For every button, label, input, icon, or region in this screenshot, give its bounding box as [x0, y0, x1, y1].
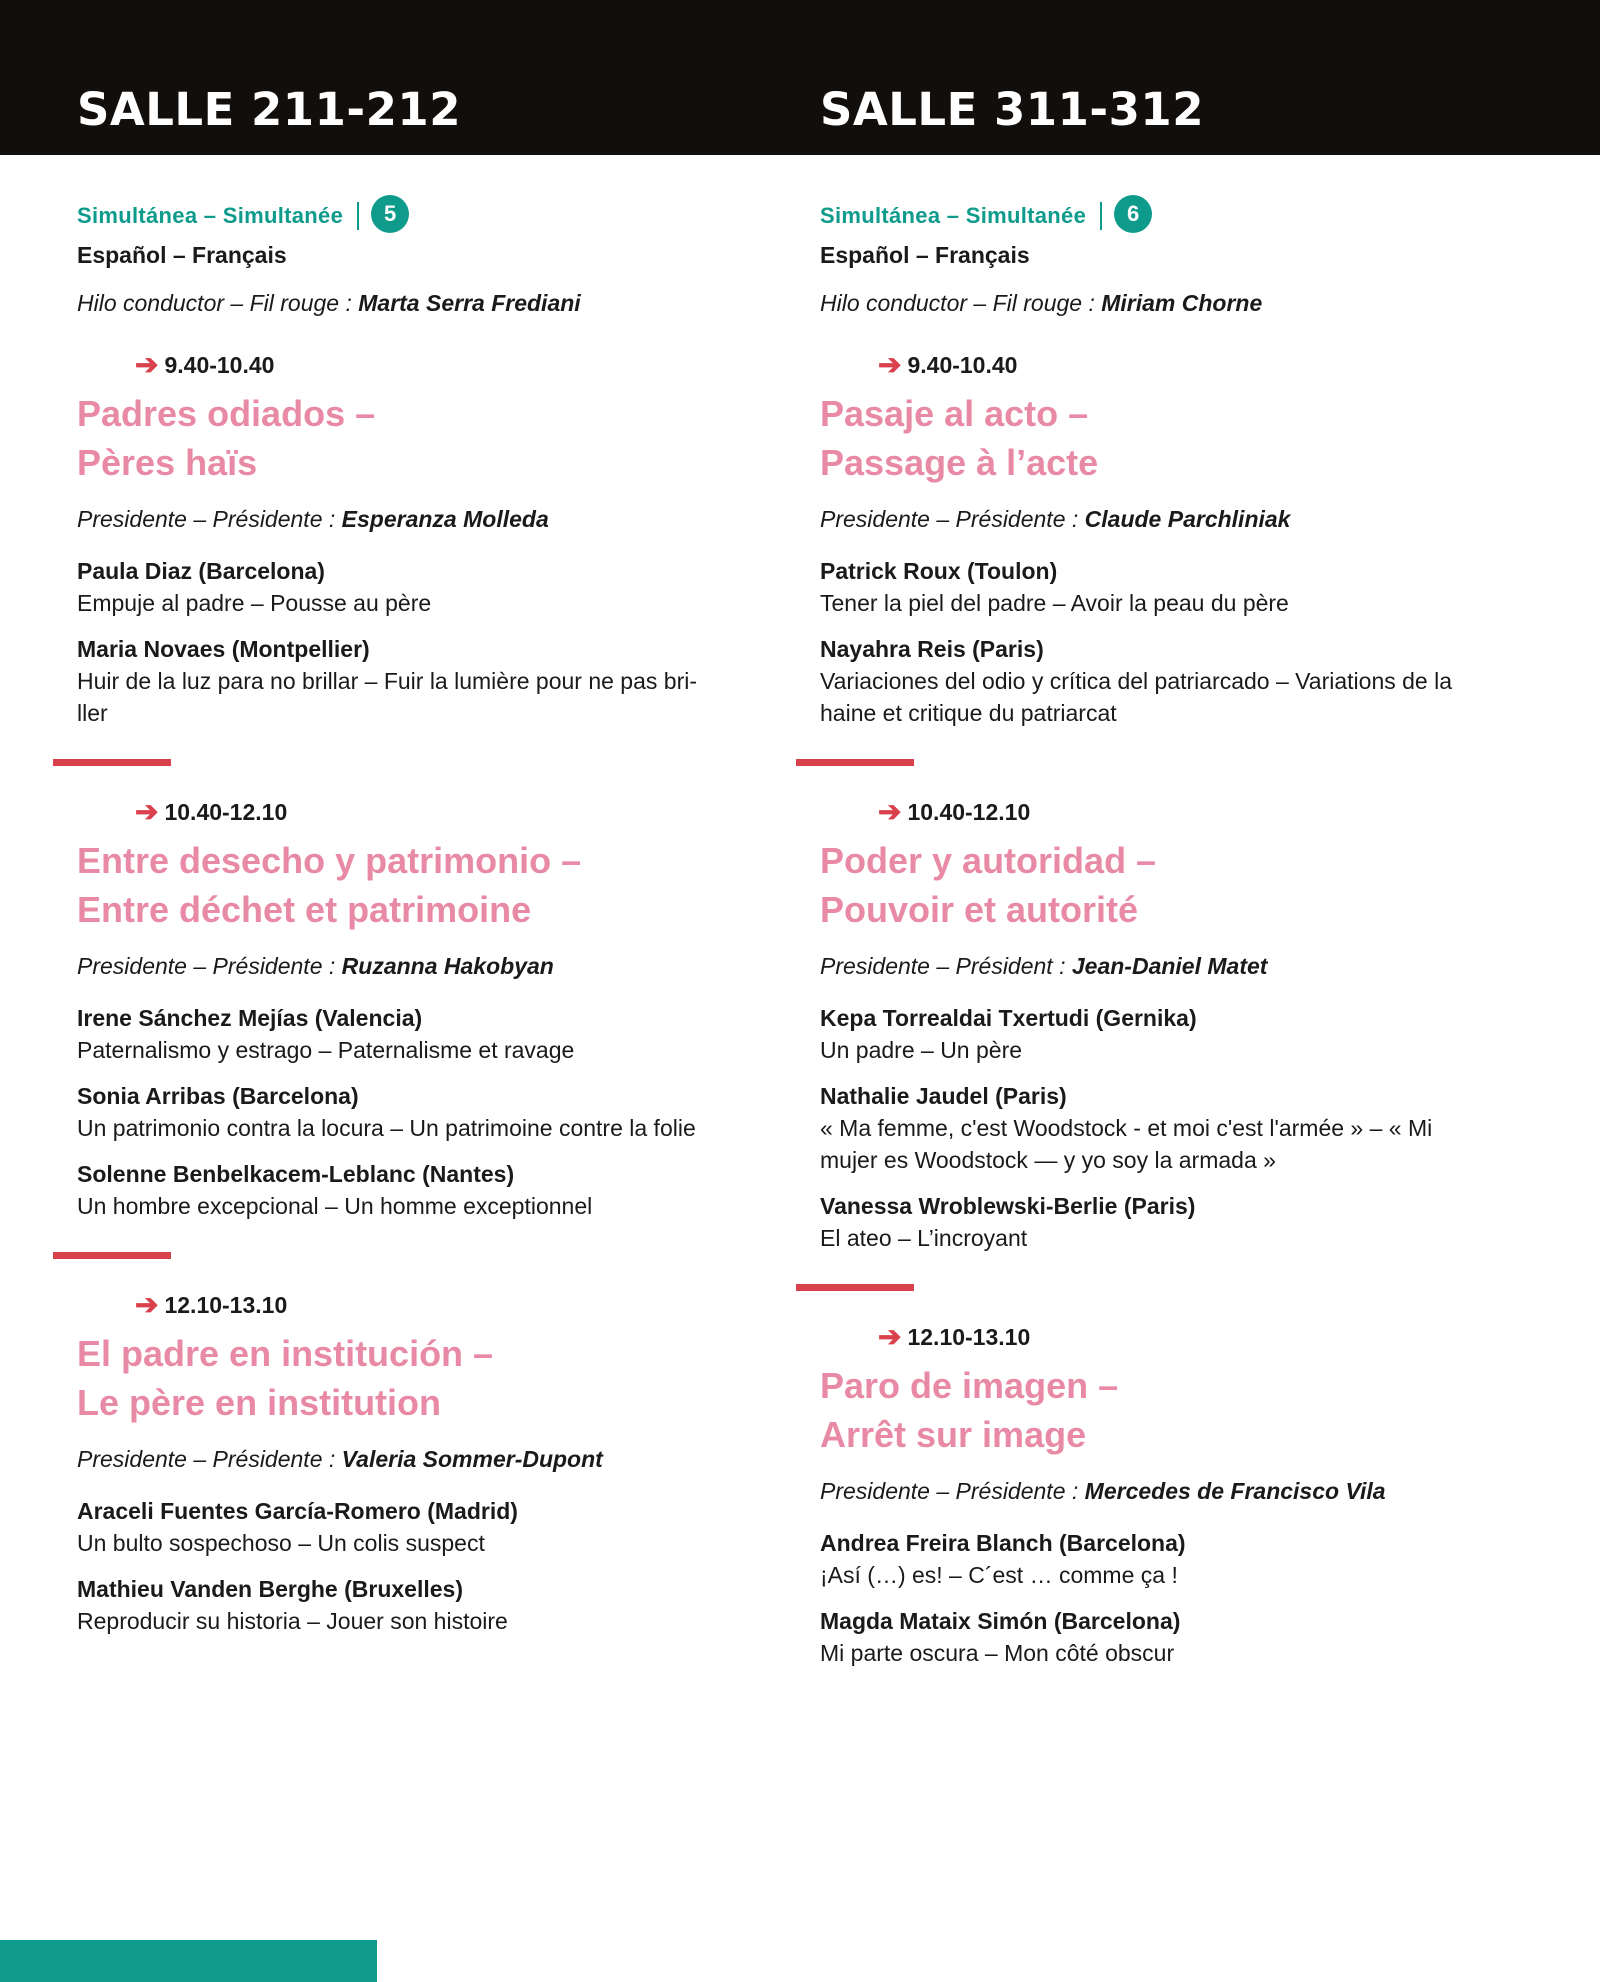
moderator-label: Hilo conductor – Fil rouge :: [77, 290, 359, 316]
session-time: [77, 349, 807, 381]
chair-name: Mercedes de Francisco Vila: [1084, 1478, 1386, 1504]
talk: [77, 633, 807, 729]
talk: [820, 1080, 1550, 1176]
moderator-label: Hilo conductor – Fil rouge :: [820, 290, 1102, 316]
arrow-right-icon: ➔: [878, 349, 902, 380]
speaker: Andrea Freira Blanch (Barcelona): [820, 1530, 1186, 1556]
session-title-es: Paro de imagen –: [820, 1365, 1119, 1406]
talk-title: Variaciones del odio y crítica del patriarcado – Variations de la haine et critique du patriarcat: [820, 668, 1452, 726]
room-title: SALLE 211-212: [77, 83, 462, 136]
session-title-fr: Pouvoir et autorité: [820, 889, 1139, 930]
time-range: 9.40-10.40: [164, 352, 275, 378]
chair-name: Valeria Sommer-Dupont: [341, 1446, 603, 1472]
talk: [820, 1002, 1550, 1066]
room-title: SALLE 311-312: [820, 83, 1205, 136]
arrow-right-icon: ➔: [135, 1289, 159, 1320]
session-title: [820, 1361, 1550, 1459]
session-title-fr: Entre déchet et patrimoine: [77, 889, 532, 930]
chair-name: Esperanza Molleda: [341, 506, 549, 532]
talk: [820, 633, 1550, 729]
session-title-es: El padre en institución –: [77, 1333, 494, 1374]
moderator-name: Marta Serra Frediani: [358, 290, 581, 316]
session-time: [77, 1289, 807, 1321]
speaker: Kepa Torrealdai Txertudi (Gernika): [820, 1005, 1197, 1031]
talk-title: Empuje al padre – Pousse au père: [77, 590, 432, 616]
interpretation-line: [820, 201, 1550, 231]
session-title: [77, 1329, 807, 1427]
talk-title: Reproducir su historia – Jouer son histoire: [77, 1608, 508, 1634]
talk: [77, 1080, 807, 1144]
separator: [1100, 202, 1102, 230]
speaker: Maria Novaes (Montpellier): [77, 636, 370, 662]
room-number-badge: 6: [1114, 195, 1152, 233]
room-number-badge: 5: [371, 195, 409, 233]
speaker: Solenne Benbelkacem-Leblanc (Nantes): [77, 1161, 515, 1187]
talk-title: El ateo – L’incroyant: [820, 1225, 1028, 1251]
session-title-fr: Le père en institution: [77, 1382, 442, 1423]
speaker: Mathieu Vanden Berghe (Bruxelles): [77, 1576, 463, 1602]
speaker: Nayahra Reis (Paris): [820, 636, 1044, 662]
session-title-es: Entre desecho y patrimonio –: [77, 840, 582, 881]
arrow-right-icon: ➔: [878, 1321, 902, 1352]
chair-line: [77, 1443, 807, 1475]
chair-line: [820, 1475, 1550, 1507]
talk: [820, 1605, 1550, 1669]
talk: [77, 555, 807, 619]
time-range: 10.40-12.10: [164, 799, 288, 825]
talk: [820, 1190, 1550, 1254]
talk-title: Tener la piel del padre – Avoir la peau du père: [820, 590, 1289, 616]
talk-title: Huir de la luz para no brillar – Fuir la lumière pour ne pas bri- ller: [77, 668, 698, 726]
talk-title: Un patrimonio contra la locura – Un patrimoine contre la folie: [77, 1115, 696, 1141]
chair-name: Claude Parchliniak: [1084, 506, 1291, 532]
session-time: [820, 349, 1550, 381]
time-range: 9.40-10.40: [907, 352, 1018, 378]
chair-name: Jean-Daniel Matet: [1071, 953, 1268, 979]
talk-title: « Ma femme, c'est Woodstock - et moi c'est l'armée » – « Mi mujer es Woodstock — y yo soy la armada »: [820, 1115, 1433, 1173]
chair-line: [77, 950, 807, 982]
chair-name: Ruzanna Hakobyan: [341, 953, 554, 979]
chair-line: [820, 503, 1550, 535]
moderator-line: [77, 287, 807, 319]
talk: [77, 1158, 807, 1222]
session-time: [820, 796, 1550, 828]
talk-title: Un padre – Un père: [820, 1037, 1023, 1063]
talk: [77, 1495, 807, 1559]
session: [77, 796, 807, 1259]
chair-label: Presidente – Présidente :: [77, 953, 342, 979]
chair-label: Presidente – Président :: [820, 953, 1072, 979]
session: [820, 1321, 1550, 1669]
arrow-right-icon: ➔: [135, 349, 159, 380]
session-title-fr: Passage à l’acte: [820, 442, 1099, 483]
session: [77, 1289, 807, 1637]
session-title-es: Pasaje al acto –: [820, 393, 1089, 434]
languages: Español – Français: [820, 242, 1030, 268]
chair-label: Presidente – Présidente :: [77, 1446, 342, 1472]
speaker: Araceli Fuentes García-Romero (Madrid): [77, 1498, 518, 1524]
chair-label: Presidente – Présidente :: [820, 1478, 1085, 1504]
session-title: [820, 836, 1550, 934]
speaker: Paula Diaz (Barcelona): [77, 558, 325, 584]
talk-title: Paternalismo y estrago – Paternalisme et ravage: [77, 1037, 575, 1063]
session-title-fr: Arrêt sur image: [820, 1414, 1087, 1455]
chair-label: Presidente – Présidente :: [77, 506, 342, 532]
arrow-right-icon: ➔: [878, 796, 902, 827]
interpretation-mode: Simultánea – Simultanée: [820, 203, 1087, 228]
session-time: [77, 796, 807, 828]
session-title: [77, 836, 807, 934]
talk-title: ¡Así (…) es! – C´est … comme ça !: [820, 1562, 1178, 1588]
speaker: Vanessa Wroblewski-Berlie (Paris): [820, 1193, 1196, 1219]
talk-title: Un bulto sospechoso – Un colis suspect: [77, 1530, 485, 1556]
moderator-line: [820, 287, 1550, 319]
talk: [77, 1573, 807, 1637]
talk-title: Un hombre excepcional – Un homme exceptionnel: [77, 1193, 593, 1219]
time-range: 12.10-13.10: [164, 1292, 288, 1318]
languages: Español – Français: [77, 242, 287, 268]
talk: [820, 555, 1550, 619]
speaker: Patrick Roux (Toulon): [820, 558, 1058, 584]
section-divider: [53, 1252, 171, 1259]
session-title-fr: Pères haïs: [77, 442, 258, 483]
talk-title: Mi parte oscura – Mon côté obscur: [820, 1640, 1175, 1666]
speaker: Nathalie Jaudel (Paris): [820, 1083, 1067, 1109]
time-range: 12.10-13.10: [907, 1324, 1031, 1350]
room-column: [820, 201, 1550, 1669]
section-divider: [53, 759, 171, 766]
session-title-es: Poder y autoridad –: [820, 840, 1157, 881]
session-title-es: Padres odiados –: [77, 393, 376, 434]
chair-line: [820, 950, 1550, 982]
arrow-right-icon: ➔: [135, 796, 159, 827]
moderator-name: Miriam Chorne: [1101, 290, 1263, 316]
chair-label: Presidente – Présidente :: [820, 506, 1085, 532]
chair-line: [77, 503, 807, 535]
room-column: [77, 201, 807, 1637]
section-divider: [796, 759, 914, 766]
separator: [357, 202, 359, 230]
session: [77, 349, 807, 766]
footer-accent-bar: [0, 1940, 377, 1982]
session-title: [77, 389, 807, 487]
interpretation-mode: Simultánea – Simultanée: [77, 203, 344, 228]
session: [820, 796, 1550, 1291]
talk: [820, 1527, 1550, 1591]
talk: [77, 1002, 807, 1066]
session-title: [820, 389, 1550, 487]
section-divider: [796, 1284, 914, 1291]
time-range: 10.40-12.10: [907, 799, 1031, 825]
speaker: Magda Mataix Simón (Barcelona): [820, 1608, 1181, 1634]
session-time: [820, 1321, 1550, 1353]
speaker: Sonia Arribas (Barcelona): [77, 1083, 359, 1109]
session: [820, 349, 1550, 766]
interpretation-line: [77, 201, 807, 231]
speaker: Irene Sánchez Mejías (Valencia): [77, 1005, 423, 1031]
